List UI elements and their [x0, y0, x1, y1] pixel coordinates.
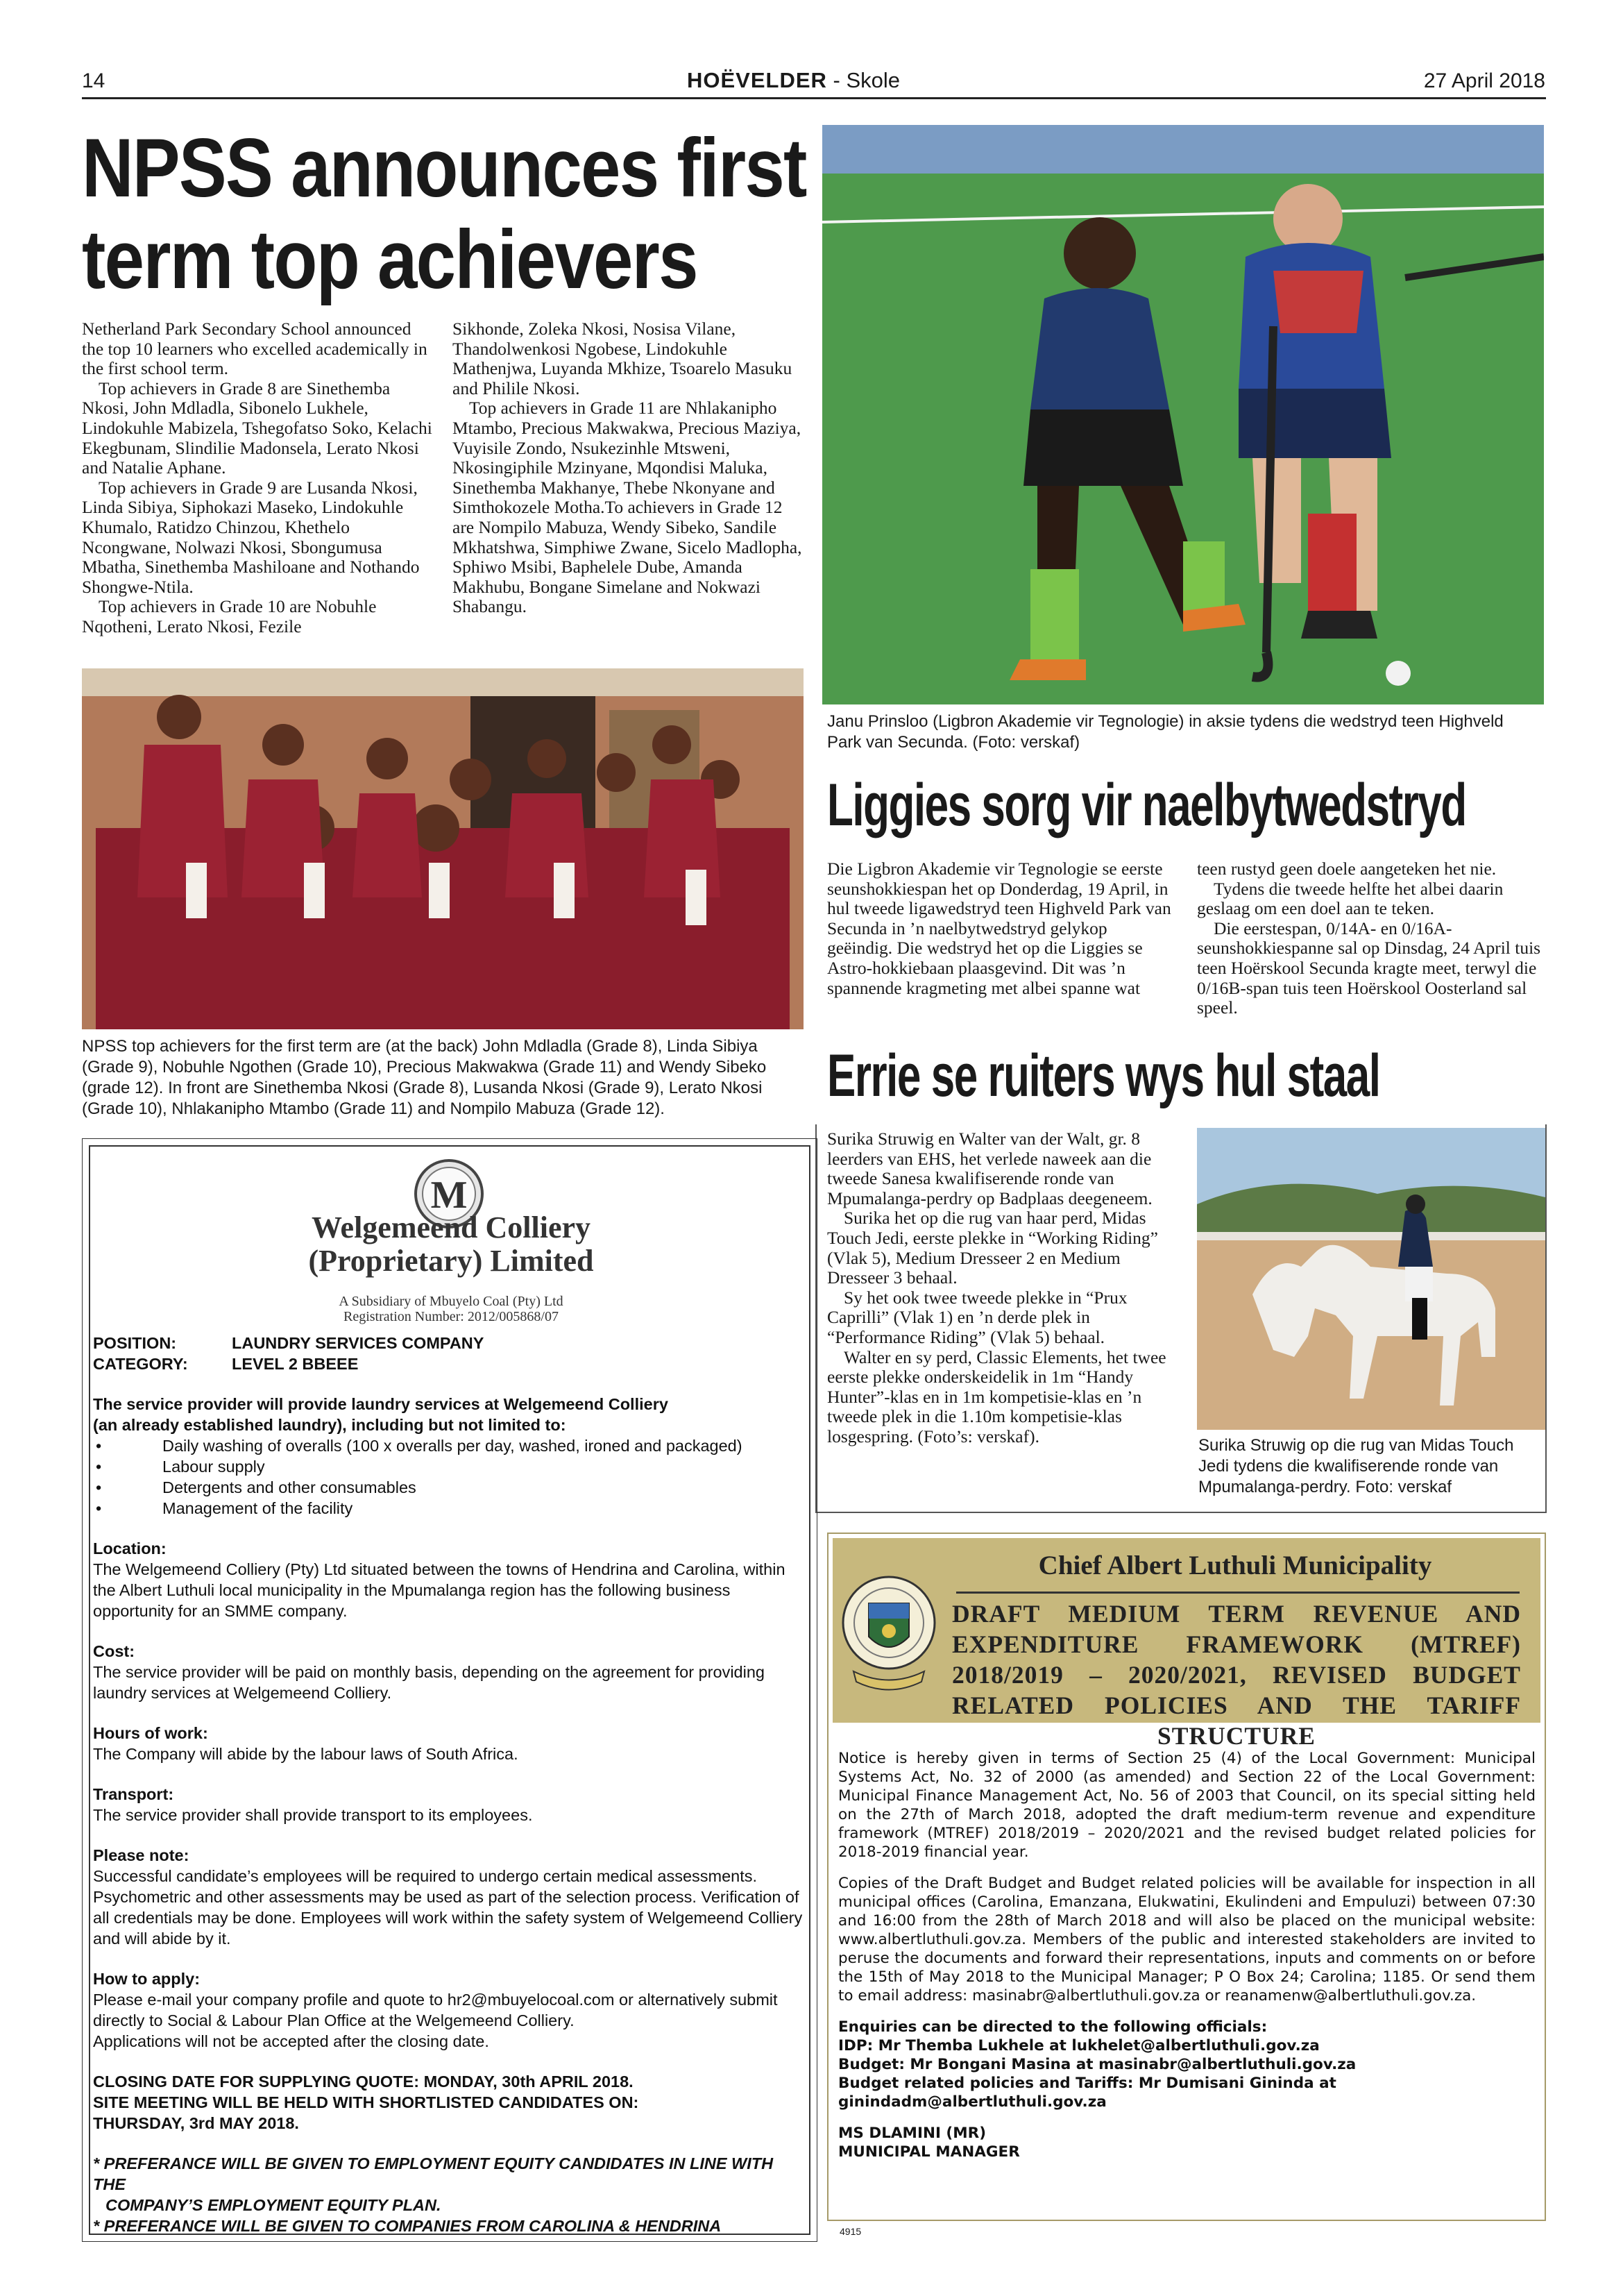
bullet-item: • Management of the facility: [93, 1498, 804, 1519]
hockey-photo-caption: Janu Prinsloo (Ligbron Akademie vir Tegnologie) in aksie tydens die wedstryd teen Highveld Park van Secunda. (Foto: verskaf): [827, 712, 1504, 752]
masthead: [687, 68, 900, 93]
closing-date: CLOSING DATE FOR SUPPLYING QUOTE: MONDAY, 30th APRIL 2018.: [93, 2073, 634, 2091]
npss-group-photo-illustration: [82, 668, 804, 1029]
location-label: Location:: [93, 1539, 167, 1558]
npss-photo-caption: NPSS top achievers for the first term are (at the back) John Mdladla (Grade 8), Linda Sibiya (Grade 9), Nobuhle Ngothen (Grade 10), Precious Makwakwa (Grade 11) and Wendy Sibeko (grade 12). In front are Sinethemba Nkosi (Grade 8), Lusanda Nkosi (Grade 9), Lerato Nkosi (Grade 10), Nhlakanipho Mtambo (Grade 11) and Nompilo Mabuza (Grade 12).: [82, 1037, 767, 1118]
bullet-item: • Daily washing of overalls (100 x overalls per day, washed, ironed and packaged): [93, 1435, 804, 1456]
npss-headline-line2: term top achievers: [82, 213, 697, 306]
preference-note: * PREFERANCE WILL BE GIVEN TO COMPANIES FROM CAROLINA & HENDRINA: [93, 2217, 722, 2235]
liggies-column-1: [827, 859, 1174, 998]
cost-label: Cost:: [93, 1642, 135, 1660]
errie-paragraph: Sy het ook twee tweede plekke in “Prux Caprilli” (Vlak 1) en ’n derde plek in “Performance Riding” (Vlak 5) behaal.: [827, 1287, 1128, 1347]
notice-paragraph: Copies of the Draft Budget and Budget related policies will be available for inspection in all municipal offices (Carolina, Emanzana, Elukwatini, Ekulindeni and Empuluzi) between 07:30 and 16:00 from the 28th of March 2018 and will also be placed on the municipal website: www.albertluthuli.gov.za. Members of the public and interested stakeholders are invited to peruse the documents and forward their representations, inputs and comments on or before the 15th of May 2018 to the Municipal Manager; P O Box 24; Carolina; 1185. Or send them to email address: masinabr@albertluthuli.gov.za or reanamenw@albertluthuli.gov.za.: [838, 1875, 1536, 2004]
category-label: CATEGORY:: [93, 1355, 188, 1373]
npss-paragraph: Netherland Park Secondary School announced the top 10 learners who excelled academically in the first school term.: [82, 319, 427, 379]
welgemeend-subsidiary-line: A Subsidiary of Mbuyelo Coal (Pty) Ltd: [339, 1294, 563, 1309]
welgemeend-company-line2: (Proprietary) Limited: [308, 1244, 594, 1278]
header-divider: [956, 1592, 1520, 1594]
svg-text:M: M: [430, 1174, 468, 1217]
municipality-name: Chief Albert Luthuli Municipality: [1038, 1551, 1432, 1580]
errie-headline: Errie se ruiters wys hul staal: [827, 1043, 1380, 1109]
npss-column-1: [82, 319, 432, 637]
npss-column-2: [452, 319, 808, 617]
location-text: The Welgemeend Colliery (Pty) Ltd situated between the towns of Hendrina and Carolina, within the Albert Luthuli local municipality in the Mpumalanga region has the following business opportunity for an SMME company.: [93, 1560, 785, 1620]
position-value: LAUNDRY SERVICES COMPANY: [232, 1334, 484, 1352]
hockey-photo-illustration: [822, 125, 1544, 704]
bullet-item: • Labour supply: [93, 1456, 804, 1477]
note-text: Successful candidate’s employees will be required to undergo certain medical assessments. Psychometric and other assessments may be used as part of the selection process. Verification of all credentials may be done. Employees will work within the safety system of Welgemeend Colliery and will abide by it.: [93, 1867, 803, 1948]
apply-text: Please e-mail your company profile and quote to hr2@mbuyelocoal.com or alternatively submit directly to Social & Labour Plan Office at the Welgemeend Colliery.: [93, 1991, 778, 2029]
contact-policies: Budget related policies and Tariffs: Mr Dumisani Gininda at ginindadm@albertluthuli.gov.za: [838, 2075, 1336, 2111]
preference-note: * PREFERANCE WILL BE GIVEN TO EMPLOYMENT EQUITY CANDIDATES IN LINE WITH THE: [93, 2154, 774, 2193]
notice-paragraph: Notice is hereby given in terms of Section 25 (4) of the Local Government: Municipal Systems Act, No. 32 of 2000 (as amended) and Section 22 of the Local Government: Municipal Finance Management Act, No. 56 of 2003 that Council, on its special sitting held on the 27th of March 2018, adopted the draft medium-term revenue and expenditure framework (MTREF) 2018/2019 – 2020/2021 and the revised budget related policies for 2018-2019 financial year.: [838, 1750, 1536, 1861]
notice-heading: DRAFT MEDIUM TERM REVENUE AND EXPENDITURE FRAMEWORK (MTREF) 2018/2019 – 2020/2021, REVISED BUDGET RELATED POLICIES AND THE TARIFF STRUCTURE: [952, 1600, 1521, 1750]
errie-paragraph: Surika Struwig en Walter van der Walt, gr. 8 leerders van EHS, het verlede naweek aan die tweede Sanesa kwalifiserende ronde van Mpumalanga-perdry op Badplaas deegeneem.: [827, 1129, 1153, 1208]
npss-group-photo: [82, 668, 804, 1029]
liggies-paragraph: teen rustyd geen doele aangeteken het nie.: [1197, 859, 1497, 879]
cost-text: The service provider will be paid on monthly basis, depending on the agreement for providing laundry services at Welgemeend Colliery.: [93, 1663, 765, 1702]
site-meeting: SITE MEETING WILL BE HELD WITH SHORTLISTED CANDIDATES ON:: [93, 2093, 639, 2111]
dressage-photo-caption: Surika Struwig op die rug van Midas Touch Jedi tydens die kwalifiserende ronde van Mpumalanga-perdry. Foto: verskaf: [1198, 1436, 1514, 1496]
issue-date: 27 April 2018: [1423, 69, 1545, 92]
welgemeend-registration-number: Registration Number: 2012/005868/07: [343, 1309, 559, 1324]
npss-headline-line1: NPSS announces first: [82, 121, 806, 214]
municipality-crest-icon: [840, 1567, 938, 1699]
npss-headline: [82, 122, 822, 305]
contact-idp: IDP: Mr Themba Lukhele at lukhelet@albertluthuli.gov.za: [838, 2037, 1320, 2054]
enquiries-heading: Enquiries can be directed to the following officials:: [838, 2018, 1268, 2036]
welgemeend-company-line1: Welgemeend Colliery: [311, 1210, 590, 1244]
apply-label: How to apply:: [93, 1970, 201, 1988]
apply-deadline-note: Applications will not be accepted after the closing date.: [93, 2032, 489, 2050]
hours-label: Hours of work:: [93, 1724, 208, 1742]
intro-line: The service provider will provide laundry services at Welgemeend Colliery: [93, 1395, 668, 1413]
section-name: - Skole: [826, 68, 901, 92]
contact-budget: Budget: Mr Bongani Masina at masinabr@albertluthuli.gov.za: [838, 2056, 1357, 2073]
welgemeend-subsidiary: [274, 1294, 628, 1324]
liggies-paragraph: Die eerstespan, 0/14A- en 0/16A-seunshokkiespanne sal op Dinsdag, 24 April tuis teen Hoërskool Secunda kragte meet, terwyl die 0/16B-span tuis teen Hoërskool Oosterland sal speel.: [1197, 918, 1541, 1018]
site-meeting-date: THURSDAY, 3rd MAY 2018.: [93, 2114, 299, 2132]
liggies-column-2: [1197, 859, 1544, 1018]
category-value: LEVEL 2 BBEEE: [232, 1355, 359, 1373]
column-rule: [1545, 1124, 1547, 1513]
intro-line: (an already established laundry), including but not limited to:: [93, 1416, 566, 1434]
liggies-headline: Liggies sorg vir naelbytwedstryd: [827, 772, 1466, 838]
note-label: Please note:: [93, 1846, 189, 1864]
signatory-name: MS DLAMINI (MR): [838, 2125, 987, 2142]
errie-paragraph: Surika het op die rug van haar perd, Midas Touch Jedi, eerste plekke in “Working Riding” (Vlak 5), Medium Dresseer 2 en Medium Dresseer 3 behaal.: [827, 1208, 1158, 1288]
column-rule: [816, 1512, 1546, 1513]
welgemeend-ad-body: [93, 1333, 804, 2236]
position-label: POSITION:: [93, 1334, 177, 1352]
preference-note: COMPANY’S EMPLOYMENT EQUITY PLAN.: [105, 2196, 441, 2214]
hockey-photo: [822, 125, 1544, 704]
errie-column: [827, 1129, 1181, 1447]
transport-label: Transport:: [93, 1785, 174, 1803]
page-number: 14: [82, 69, 105, 92]
signatory-title: MUNICIPAL MANAGER: [838, 2143, 1020, 2161]
luthuli-notice-body: [838, 1749, 1536, 2161]
advert-reference-number: 4915: [840, 2226, 862, 2237]
liggies-paragraph: Tydens die tweede helfte het albei daarin geslaag om een doel aan te teken.: [1197, 878, 1504, 919]
npss-paragraph: Top achievers in Grade 11 are Nhlakanipho Mtambo, Precious Makwakwa, Precious Maziya, Vuyisile Zondo, Nsukezinhle Mtsweni, Nkosingiphile Mzinyane, Mqondisi Maluka, Sinethemba Makhanye, Thebe Nkonyane and Simthokozele Motha.To achievers in Grade 12 are Nompilo Mabuza, Wendy Sibeko, Sandile Mkhatshwa, Simphiwe Zwane, Sicelo Madlopha, Sphiwo Msibi, Baphelele Dube, Amanda Makhubu, Bongane Simelane and Nokwazi Shabangu.: [452, 398, 802, 617]
welgemeend-company-name: [274, 1211, 628, 1278]
liggies-paragraph: Die Ligbron Akademie vir Tegnologie se eerste seunshokkiespan het op Donderdag, 19 April, in hul tweede ligawedstryd teen Highveld Park van Secunda in ’n naelbytwedstryd gelykop geëindig. Die wedstryd het op die Liggies se Astro-hokkiebaan plaasgevind. Dit was ’n spannende kragmeting met albei spanne wat: [827, 859, 1171, 998]
bullet-item: • Detergents and other consumables: [93, 1477, 804, 1498]
paper-name: HOËVELDER: [687, 68, 827, 92]
npss-paragraph: Top achievers in Grade 9 are Lusanda Nkosi, Linda Sibiya, Siphokazi Maseko, Lindokuhle Khumalo, Ratidzo Chinzou, Khethelo Ncongwane, Nolwazi Nkosi, Sbongumusa Mbatha, Sinethemba Mashiloane and Nothando Shongwe-Ntila.: [82, 477, 420, 597]
errie-paragraph: Walter en sy perd, Classic Elements, het twee eerste plekke onderskeidelik in 1m “Handy Hunter”-klas en in 1m kompetisie-klas en ’n tweede plek in die 1.10m kompetisie-klas losgespring. (Foto’s: verskaf).: [827, 1347, 1166, 1446]
dressage-photo-illustration: [1197, 1128, 1545, 1430]
header-rule: [82, 97, 1546, 99]
transport-text: The service provider shall provide transport to its employees.: [93, 1806, 533, 1824]
npss-paragraph: Top achievers in Grade 10 are Nobuhle Nqotheni, Lerato Nkosi, Fezile: [82, 596, 377, 636]
dressage-photo: [1197, 1128, 1545, 1430]
npss-paragraph: Sikhonde, Zoleka Nkosi, Nosisa Vilane, Thandolwenkosi Ngobese, Lindokuhle Mathenjwa, Luyanda Mkhize, Tsoarelo Masuku and Philile Nkosi.: [452, 319, 792, 398]
hours-text: The Company will abide by the labour laws of South Africa.: [93, 1745, 518, 1763]
npss-paragraph: Top achievers in Grade 8 are Sinethemba Nkosi, John Mdladla, Sibonelo Lukhele, Lindokuhle Mabizela, Tshegofatso Soko, Kelachi Ekegbunam, Slindilie Madonsela, Lerato Nkosi and Natalie Aphane.: [82, 378, 432, 478]
